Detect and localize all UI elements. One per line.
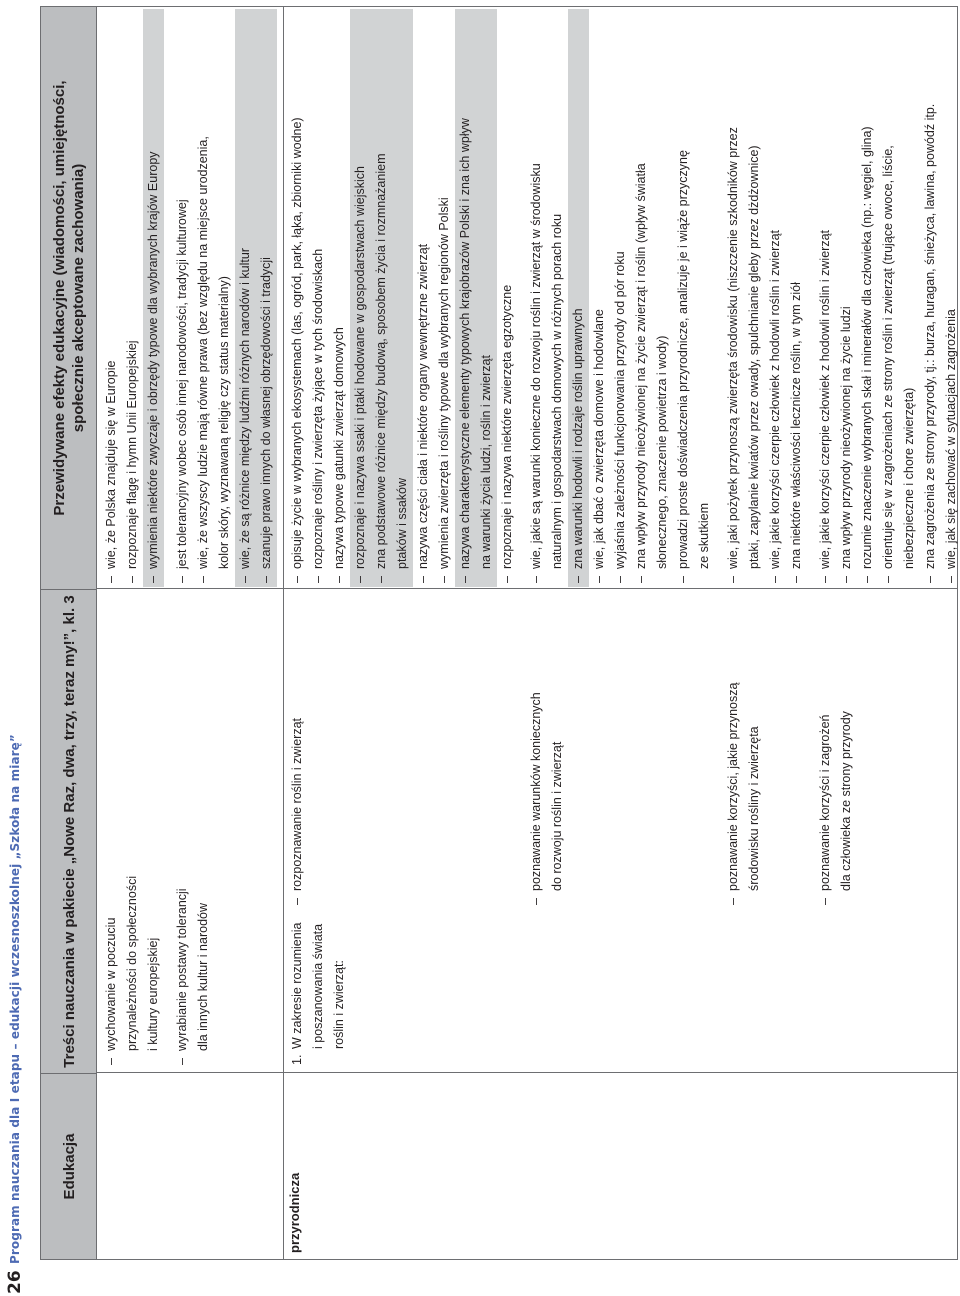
efekt-item [101, 11, 122, 583]
column-divider [97, 588, 957, 589]
efekt-item [568, 11, 589, 583]
tresci-dash-item [172, 597, 214, 1065]
dash-bullet: – [726, 898, 740, 905]
dash-bullet: – [529, 898, 543, 905]
efekt-dash-item [723, 11, 765, 583]
efekt-text [857, 126, 878, 569]
efekt-line: prowadzi proste doświadczenia przyrodnicze, analizuje je i wiąże przyczynę [676, 150, 690, 569]
efekt-dash-item [941, 11, 960, 583]
efekt-item [920, 11, 941, 583]
efekt-line: niebezpieczne i chore zwierzęta) [902, 387, 916, 569]
efekt-dash-item [786, 11, 807, 583]
efekt-text [122, 340, 143, 569]
dash-bullet: – [529, 576, 543, 583]
dash-bullet: – [726, 576, 740, 583]
curriculum-table [40, 6, 958, 1260]
dash-bullet: – [500, 576, 514, 583]
efekt-dash-item [235, 11, 256, 583]
dash-bullet: – [353, 576, 367, 583]
dash-bullet: – [768, 576, 782, 583]
efekt-text [172, 199, 193, 569]
efekt-dash-item [497, 11, 518, 583]
efekt-dash-item [434, 11, 455, 583]
dash-bullet: – [311, 576, 325, 583]
efekt-dash-item [631, 11, 673, 583]
efekt-line: wie, jaki pożytek przynoszą zwierzęta środowisku (niszczenie szkodników przez [726, 127, 740, 569]
efekt-text [631, 163, 673, 569]
efekt-item [941, 11, 960, 583]
dash-bullet: – [592, 576, 606, 583]
efekt-line: rozpoznaje i nazywa ssaki i ptaki hodowane w gospodarstwach wiejskich [353, 166, 367, 569]
tresci-text [101, 876, 164, 1051]
efekt-dash-item [857, 11, 878, 583]
tresci-text [723, 683, 765, 891]
tresci-line: poznawanie korzyści i zagrożeń [818, 714, 832, 891]
tresci-line: poznawanie warunków koniecznych [529, 692, 543, 891]
efekt-line: zna wpływ przyrody nieożywionej na życie zwierząt i roślin (wpływ światła [634, 163, 648, 569]
efekt-line: ze skutkiem [697, 503, 711, 569]
dash-bullet: – [923, 576, 937, 583]
tresci-text [526, 692, 568, 891]
tresci-text [287, 718, 308, 891]
efekt-text [413, 244, 434, 569]
efekt-line: zna podstawowe różnice między budową, sposobem życia i rozmnażaniem [374, 153, 388, 569]
efekt-line: nazywa typowe gatunki zwierząt domowych [332, 327, 346, 569]
efekt-text [941, 309, 960, 569]
efekt-text [568, 308, 589, 569]
dash-bullet: – [634, 576, 648, 583]
efekt-dash-item [143, 11, 164, 583]
efekt-line: wymienia niektóre zwyczaje i obrzędy typowe dla wybranych krajów Europy [146, 151, 160, 569]
efekt-dash-item [256, 11, 277, 583]
tresci-item [723, 597, 765, 905]
efekt-dash-item [878, 11, 920, 583]
efekt-line: słonecznego, znaczenie powietrza i wody) [655, 335, 669, 569]
dash-bullet: – [259, 576, 273, 583]
dash-bullet: – [196, 576, 210, 583]
efekt-text [610, 251, 631, 569]
item-number: 1. [290, 1054, 304, 1065]
dash-bullet: – [416, 576, 430, 583]
efekt-dash-item [308, 11, 329, 583]
efekt-line: wie, jakie korzyści czerpie człowiek z hodowli roślin i zwierząt [818, 230, 832, 569]
efekt-text [878, 145, 920, 569]
efekt-item [610, 11, 631, 583]
efekt-text [815, 230, 836, 569]
efekt-text [143, 151, 164, 569]
tresci-dash-item [526, 597, 568, 905]
efekt-dash-item [765, 11, 786, 583]
efekt-dash-item [193, 11, 235, 583]
efekt-line: wymienia zwierzęta i rośliny typowe dla wybranych regionów Polski [437, 197, 451, 569]
efekt-line: zna zagrożenia ze strony przyrody, tj.: burza, huragan, śnieżyca, lawina, powódź itp. [923, 103, 937, 569]
efekt-dash-item [836, 11, 857, 583]
dash-bullet: – [374, 576, 388, 583]
efekt-line: ptaki, zapylanie kwiatów przez owady, spulchnianie gleby przez dżdżownice) [747, 145, 761, 569]
efekt-line: opisuje życie w wybranych ekosystemach (las, ogród, park, łąka, zbiorniki wodne) [290, 117, 304, 569]
efekt-text [786, 282, 807, 569]
tresci-line: rozpoznawanie roślin i zwierząt [290, 718, 304, 891]
efekt-item [786, 11, 807, 583]
efekt-text [765, 230, 786, 569]
tresci-dash-item [815, 597, 857, 905]
efekt-text [371, 154, 413, 569]
efekt-text [920, 104, 941, 569]
tresci-line: dla innych kultur i narodów [196, 903, 210, 1051]
efekt-item [143, 11, 164, 583]
section-divider [283, 7, 284, 1259]
lead-text [287, 923, 350, 1049]
efekt-line: naturalnym i gospodarstwach domowych w różnych porach roku [550, 213, 564, 569]
tresci-text [172, 888, 214, 1051]
efekt-text [329, 327, 350, 569]
efekt-dash-item [371, 11, 413, 583]
dash-bullet: – [881, 576, 895, 583]
tresci-line: poznawanie korzyści, jakie przynoszą [726, 682, 740, 891]
efekt-line: rozumie znaczenie wybranych skał i minerałów dla człowieka (np.: węgiel, glina) [860, 126, 874, 569]
efekt-line: zna niektóre właściwości lecznicze roślin, w tym ziół [789, 282, 803, 569]
efekt-line: szanuje prawo innych do własnej obrzędowości i tradycji [259, 257, 273, 569]
dash-bullet: – [676, 576, 690, 583]
header-efekty-line2: społecznie akceptowane zachowania) [70, 163, 87, 433]
tresci-line: do rozwoju roślin i zwierząt [550, 741, 564, 891]
dash-bullet: – [104, 576, 118, 583]
efekt-line: nazywa charakterystyczne elementy typowych krajobrazów Polski i zna ich wpływ [458, 118, 472, 569]
footer-title: Program nauczania dla I etapu – edukacji wczesnoszkolnej „Szkoła na miarę” [8, 734, 22, 1264]
edukacja-label: przyrodnicza [287, 1172, 302, 1253]
efekt-dash-item [920, 11, 941, 583]
dash-bullet: – [437, 576, 451, 583]
tresci-item [101, 597, 164, 1065]
tresci-text [815, 711, 857, 891]
lead-line: roślin i zwierząt: [332, 960, 346, 1049]
efekt-item [815, 11, 836, 583]
tresci-item [526, 597, 568, 905]
efekt-item [878, 11, 920, 583]
efekt-line: wie, jakie są warunki konieczne do rozwoju roślin i zwierząt w środowisku [529, 163, 543, 569]
efekt-text [723, 127, 765, 569]
efekt-item [589, 11, 610, 583]
dash-bullet: – [571, 576, 585, 583]
efekt-text [455, 118, 497, 569]
efekt-item [122, 11, 143, 583]
page-footer [0, 0, 38, 1296]
dash-bullet: – [818, 898, 832, 905]
efekt-dash-item [526, 11, 568, 583]
efekt-line: wie, że wszyscy ludzie mają równe prawa (bez względu na miejsce urodzenia, [196, 136, 210, 569]
efekt-line: wie, że są różnice między ludźmi różnych narodów i kultur [238, 248, 252, 569]
header-efekty [41, 7, 97, 589]
dash-bullet: – [839, 576, 853, 583]
efekt-dash-item [329, 11, 350, 583]
efekt-line: wie, jakie korzyści czerpie człowiek z hodowli roślin i zwierząt [768, 230, 782, 569]
column-divider [97, 1072, 957, 1073]
table-header [41, 7, 97, 1259]
efekt-text [256, 257, 277, 569]
efekt-item [350, 11, 371, 583]
efekt-text [673, 150, 715, 569]
efekt-text [287, 117, 308, 569]
efekt-line: wie, że Polska znajduje się w Europie [104, 360, 118, 569]
dash-bullet: – [125, 576, 139, 583]
efekt-dash-item [610, 11, 631, 583]
dash-bullet: – [146, 576, 160, 583]
efekt-dash-item [589, 11, 610, 583]
header-tresci: Treści nauczania w pakiecie „Nowe Raz, dwa, trzy, teraz my!”, kl. 3 [41, 589, 97, 1073]
efekt-line: zna wpływ przyrody nieożywionej na życie ludzi [839, 306, 853, 569]
dash-bullet: – [290, 576, 304, 583]
tresci-item [815, 597, 857, 905]
efekt-item [371, 11, 413, 583]
efekt-item [235, 11, 256, 583]
efekt-line: nazywa części ciała i niektóre organy wewnętrzne zwierząt [416, 243, 430, 569]
dash-bullet: – [944, 576, 958, 583]
efekt-dash-item [172, 11, 193, 583]
efekt-line: ptaków i ssaków [395, 477, 409, 569]
dash-bullet: – [238, 576, 252, 583]
efekt-dash-item [122, 11, 143, 583]
efekt-dash-item [455, 11, 497, 583]
header-efekty-line1: Przewidywane efekty edukacyjne (wiadomości, umiejętności, [51, 80, 68, 516]
efekt-item [723, 11, 765, 583]
efekt-line: na warunki życia ludzi, roślin i zwierząt [479, 355, 493, 569]
efekt-line: rozpoznaje flagę i hymn Unii Europejskiej [125, 340, 139, 569]
tresci-line: wychowanie w poczuciu [104, 917, 118, 1051]
efekt-dash-item [101, 11, 122, 583]
efekt-line: rozpoznaje rośliny i zwierzęta żyjące w tych środowiskach [311, 248, 325, 569]
dash-bullet: – [860, 576, 874, 583]
efekt-item [434, 11, 455, 583]
efekt-text [101, 361, 122, 569]
efekt-dash-item [673, 11, 715, 583]
efekt-item [836, 11, 857, 583]
efekt-text [497, 285, 518, 569]
dash-bullet: – [818, 576, 832, 583]
efekt-line: wyjaśnia zależności funkcjonowania przyrody od pór roku [613, 251, 627, 569]
efekt-dash-item [413, 11, 434, 583]
efekt-line: jest tolerancyjny wobec osób innej narodowości, tradycji kulturowej [175, 199, 189, 569]
dash-bullet: – [104, 1058, 118, 1065]
efekt-item [857, 11, 878, 583]
tresci-item [287, 597, 308, 905]
dash-bullet: – [613, 576, 627, 583]
efekt-item [287, 11, 308, 583]
tresci-line: wyrabianie postawy tolerancji [175, 888, 189, 1051]
page-number: 26 [5, 1270, 25, 1294]
dash-bullet: – [175, 1058, 189, 1065]
efekt-line: kolor skóry, wyznawaną religię czy status materialny) [217, 276, 231, 569]
efekt-line: wie, jak się zachować w sytuacjach zagrożenia [944, 309, 958, 569]
tresci-dash-item [101, 597, 164, 1065]
efekt-item [497, 11, 518, 583]
header-edukacja: Edukacja [41, 1073, 97, 1259]
lead-line: i poszanowania świata [311, 923, 325, 1049]
efekt-text [526, 163, 568, 569]
dash-bullet: – [175, 576, 189, 583]
tresci-dash-item [723, 597, 765, 905]
efekt-line: rozpoznaje i nazywa niektóre zwierzęta egzotyczne [500, 284, 514, 569]
efekt-line: orientuje się w zagrożeniach ze strony roślin i zwierząt (trujące owoce, liście, [881, 145, 895, 569]
efekt-item [673, 11, 715, 583]
efekt-dash-item [568, 11, 589, 583]
efekt-item [413, 11, 434, 583]
efekt-item [256, 11, 277, 583]
efekt-item [765, 11, 786, 583]
dash-bullet: – [789, 576, 803, 583]
efekt-dash-item [287, 11, 308, 583]
dash-bullet: – [290, 898, 304, 905]
efekt-item [526, 11, 568, 583]
tresci-line: dla człowieka ze strony przyrody [839, 711, 853, 891]
efekt-item [193, 11, 235, 583]
tresci-line: środowisku rośliny i zwierzęta [747, 726, 761, 891]
lead-line: W zakresie rozumienia [290, 922, 304, 1049]
efekt-text [589, 309, 610, 569]
efekt-dash-item [815, 11, 836, 583]
efekt-item [308, 11, 329, 583]
efekt-text [235, 248, 256, 569]
efekt-dash-item [350, 11, 371, 583]
efekt-item [631, 11, 673, 583]
efekt-item [172, 11, 193, 583]
efekt-text [193, 136, 235, 569]
efekt-line: wie, jak dbać o zwierzęta domowe i hodowlane [592, 309, 606, 569]
efekt-text [308, 249, 329, 569]
efekt-line: zna warunki hodowli i rodzaje roślin uprawnych [571, 308, 585, 569]
efekt-item [455, 11, 497, 583]
tresci-item [172, 597, 214, 1065]
efekt-text [434, 197, 455, 569]
efekt-text [350, 166, 371, 569]
dash-bullet: – [332, 576, 346, 583]
efekt-item [329, 11, 350, 583]
tresci-line: przynależności do społeczności [125, 875, 139, 1051]
dash-bullet: – [458, 576, 472, 583]
tresci-line: i kultury europejskiej [146, 937, 160, 1051]
efekt-text [836, 306, 857, 569]
tresci-dash-item [287, 597, 308, 905]
